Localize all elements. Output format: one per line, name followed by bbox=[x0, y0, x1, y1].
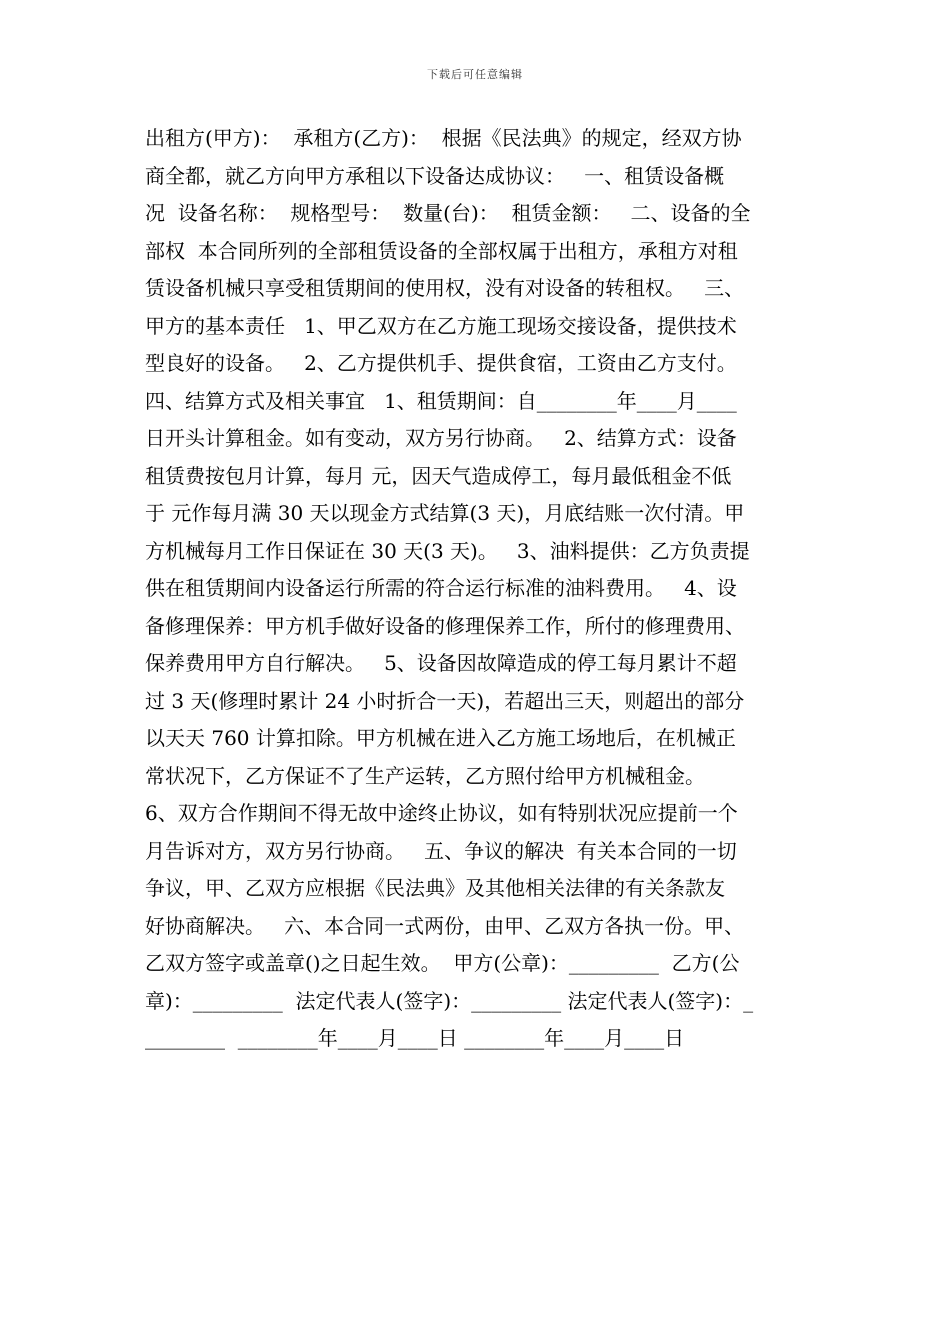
text-line: ________ ________年____月____日 ________年____月____日 bbox=[145, 1026, 685, 1050]
text-line: 况 设备名称： 规格型号： 数量(台)： 租赁金额： 二、设备的全 bbox=[145, 201, 751, 225]
text-line: 争议，甲、乙双方应根据《民法典》及其他相关法律的有关条款友 bbox=[145, 876, 725, 900]
text-line: 赁设备机械只享受租赁期间的使用权，没有对设备的转租权。 三、 bbox=[145, 276, 745, 300]
text-line: 好协商解决。 六、本合同一式两份，由甲、乙双方各执一份。甲、 bbox=[145, 913, 745, 938]
text-line: 供在租赁期间内设备运行所需的符合运行标准的油料费用。 4、设 bbox=[145, 576, 737, 600]
page-header: 下载后可任意编辑 bbox=[427, 68, 523, 81]
text-line: 租赁费按包月计算，每月 元，因天气造成停工，每月最低租金不低 bbox=[145, 463, 732, 488]
text-line: 日开头计算租金。如有变动，双方另行协商。 2、结算方式：设备 bbox=[145, 426, 737, 450]
text-line: 方机械每月工作日保证在 30 天(3 天)。 3、油料提供：乙方负责提 bbox=[145, 538, 750, 563]
text-line: 常状况下，乙方保证不了生产运转，乙方照付给甲方机械租金。 bbox=[145, 763, 705, 788]
text-line: 保养费用甲方自行解决。 5、设备因故障造成的停工每月累计不超 bbox=[145, 651, 737, 675]
text-line: 章)：_________ 法定代表人(签字)：_________ 法定代表人(签字)：_ bbox=[145, 988, 754, 1013]
text-line: 以天天 760 计算扣除。甲方机械在进入乙方施工场地后，在机械正 bbox=[145, 726, 736, 750]
text-line: 甲方的基本责任 1、甲乙双方在乙方施工现场交接设备，提供技术 bbox=[145, 313, 737, 338]
text-line: 备修理保养：甲方机手做好设备的修理保养工作，所付的修理费用、 bbox=[145, 613, 745, 638]
text-line: 部权 本合同所列的全部租赁设备的全部权属于出租方，承租方对租 bbox=[145, 238, 738, 263]
text-line: 四、结算方式及相关事宜 1、租赁期间：自________年____月____ bbox=[145, 388, 737, 413]
text-line: 于 元作每月满 30 天以现金方式结算(3 天)，月底结账一次付清。甲 bbox=[145, 501, 745, 525]
text-line: 出租方(甲方)： 承租方(乙方)： 根据《民法典》的规定，经双方协 bbox=[145, 126, 742, 150]
text-line: 6、双方合作期间不得无故中途终止协议，如有特别状况应提前一个 bbox=[145, 801, 738, 825]
text-line: 过 3 天(修理时累计 24 小时折合一天)，若超出三天，则超出的部分 bbox=[145, 688, 745, 713]
text-line: 商全都，就乙方向甲方承租以下设备达成协议： 一、租赁设备概 bbox=[145, 163, 725, 188]
text-line: 乙双方签字或盖章()之日起生效。 甲方(公章)：_________ 乙方(公 bbox=[145, 951, 740, 975]
contract-body bbox=[145, 120, 810, 1058]
text-line: 月告诉对方，双方另行协商。 五、争议的解决 有关本合同的一切 bbox=[145, 838, 737, 863]
text-line: 型良好的设备。 2、乙方提供机手、提供食宿，工资由乙方支付。 bbox=[145, 351, 737, 375]
